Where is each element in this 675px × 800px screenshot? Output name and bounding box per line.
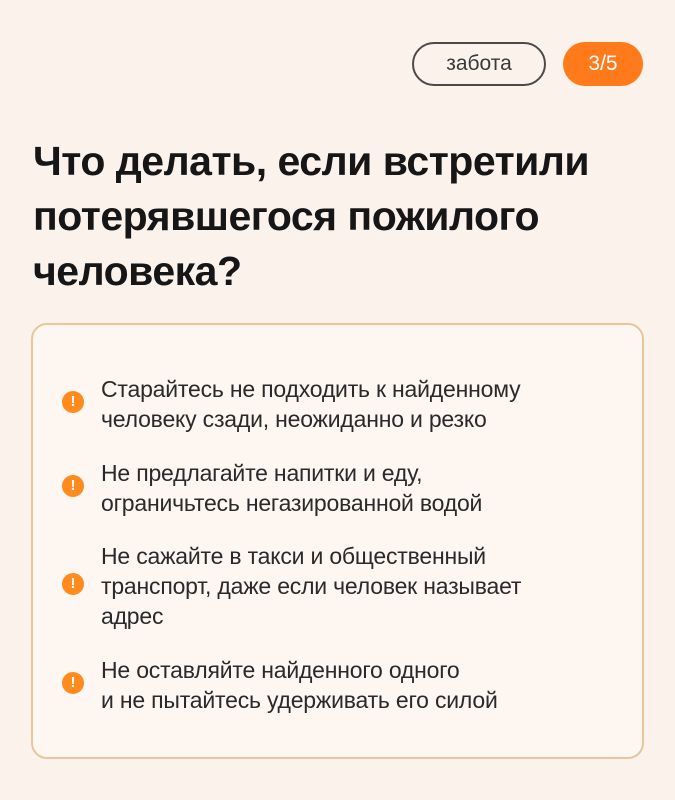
slide-counter-badge: 3/5 xyxy=(563,42,643,86)
tip-line: Не предлагайте напитки и еду, xyxy=(101,460,423,486)
title-line: потерявшегося пожилого xyxy=(33,193,540,239)
tip-text xyxy=(101,374,621,434)
tip-line: ограничьтесь негазированной водой xyxy=(101,490,483,516)
tip-text xyxy=(101,458,621,518)
title-line: человека? xyxy=(33,248,242,294)
category-tag: забота xyxy=(412,42,546,86)
tip-line: человеку сзади, неожиданно и резко xyxy=(101,406,487,432)
tip-line: транспорт, даже если человек называет xyxy=(101,573,522,599)
tip-text xyxy=(101,655,621,715)
warning-icon: ! xyxy=(62,672,84,694)
tips-card xyxy=(31,323,644,759)
warning-icon: ! xyxy=(62,475,84,497)
tip-line: адрес xyxy=(101,603,164,629)
page-title xyxy=(33,134,653,299)
title-line: Что делать, если встретили xyxy=(33,138,590,184)
warning-icon: ! xyxy=(62,573,84,595)
tip-line: Не сажайте в такси и общественный xyxy=(101,543,486,569)
tip-line: и не пытайтесь удерживать его силой xyxy=(101,687,498,713)
tip-line: Не оставляйте найденного одного xyxy=(101,657,460,683)
warning-icon: ! xyxy=(62,391,84,413)
tip-line: Старайтесь не подходить к найденному xyxy=(101,376,521,402)
tip-text xyxy=(101,541,621,631)
